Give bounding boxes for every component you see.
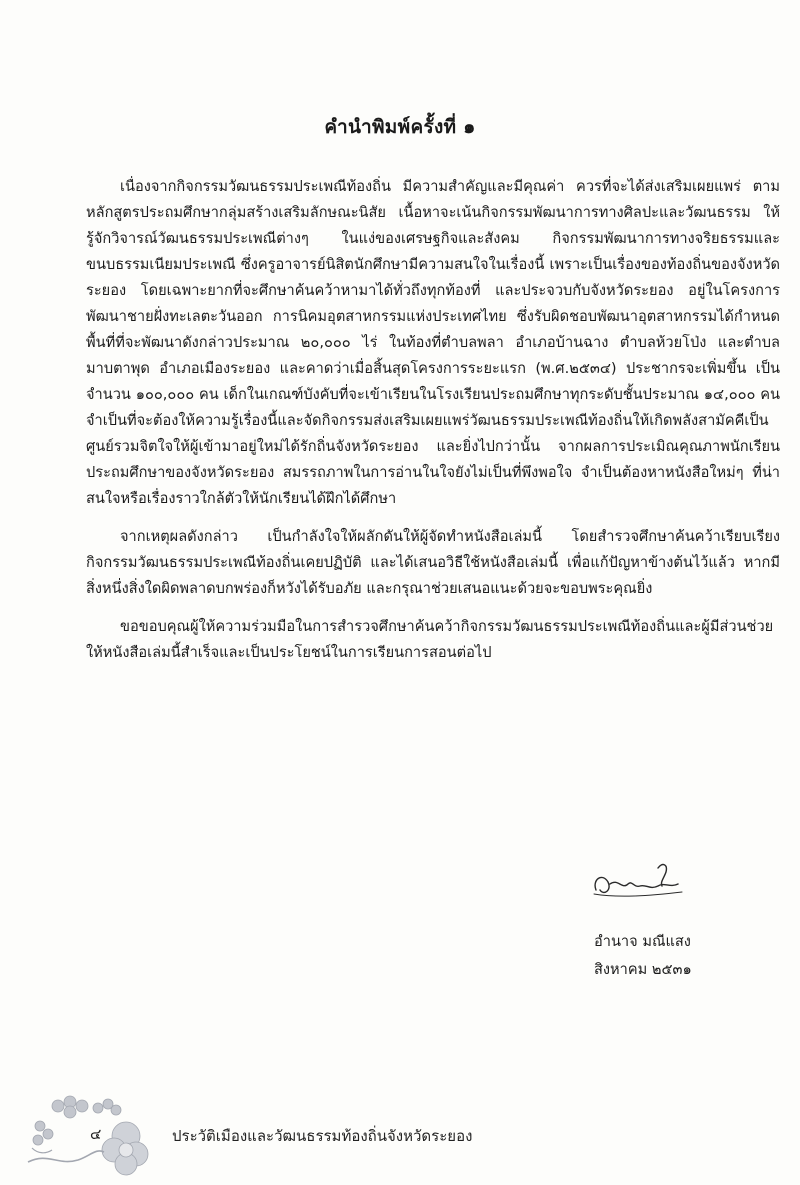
page-number: ๔ — [90, 1125, 102, 1143]
paragraph-3: ขอขอบคุณผู้ให้ความร่วมมือในการสำรวจศึกษาค้นคว้ากิจกรรมวัฒนธรรมประเพณีท้องถิ่นและผู้มีส่วนช่วยให้หนังสือเล่มนี้สำเร็จและเป็นประโยชน์ในการเรียนการสอนต่อไป — [86, 618, 774, 661]
page-title: คำนำพิมพ์ครั้งที่ ๑ — [324, 116, 476, 138]
book-title-footer: ประวัติเมืองและวัฒนธรรมท้องถิ่นจังหวัดระยอง — [172, 1127, 473, 1145]
preface-body — [86, 174, 780, 666]
paragraph-1: เนื่องจากกิจกรรมวัฒนธรรมประเพณีท้องถิ่น มีความสำคัญและมีคุณค่า ควรที่จะได้ส่งเสริมเผยแพร่ ตามหลักสูตรประถมศึกษากลุ่มสร้างเสริมลักษณะนิสัย เนื้อหาจะเน้นกิจกรรมพัฒนาการทางศิลปะและวัฒนธรรม ให้รู้จักวิจารณ์วัฒนธรรมประเพณีต่างๆ ในแง่ของเศรษฐกิจและสังคม กิจกรรมพัฒนาการทางจริยธรรมและขนบธรรมเนียมประเพณี ซึ่งครูอาจารย์นิสิตนักศึกษามีความสนใจในเรื่องนี้ เพราะเป็นเรื่องของท้องถิ่นของจังหวัดระยอง โดยเฉพาะยากที่จะศึกษาค้นคว้าหามาได้ทั่วถึงทุกท้องที่ และประจวบกับจังหวัดระยอง อยู่ในโครงการพัฒนาชายฝั่งทะเลตะวันออก การนิคมอุตสาหกรรมแห่งประเทศไทย ซึ่งรับผิดชอบพัฒนาอุตสาหกรรมได้กำหนดพื้นที่ที่จะพัฒนาดังกล่าวประมาณ ๒๐,๐๐๐ ไร่ ในท้องที่ตำบลพลา อำเภอบ้านฉาง ตำบลห้วยโป่ง และตำบลมาบตาพุด อำเภอเมืองระยอง และคาดว่าเมื่อสิ้นสุดโครงการระยะแรก (พ.ศ.๒๕๓๔) ประชากรจะเพิ่มขึ้น เป็นจำนวน ๑๐๐,๐๐๐ คน เด็กในเกณฑ์บังคับที่จะเข้าเรียนในโรงเรียนประถมศึกษาทุกระดับชั้นประมาณ ๑๔,๐๐๐ คน จำเป็นที่จะต้องให้ความรู้เรื่องนี้และจัดกิจกรรมส่งเสริมเผยแพร่วัฒนธรรมประเพณีท้องถิ่นให้เกิดพลังสามัคคีเป็นศูนย์รวมจิตใจให้ผู้เข้ามาอยู่ใหม่ได้รักถิ่นจังหวัดระยอง และยิ่งไปกว่านั้น จากผลการประเมิณคุณภาพนักเรียนประถมศึกษาของจังหวัดระยอง สมรรถภาพในการอ่านในใจยังไม่เป็นที่พึงพอใจ จำเป็นต้องหาหนังสือใหม่ๆ ที่น่าสนใจหรือเรื่องราวใกล้ตัวให้นักเรียนได้ฝึกได้ศึกษา — [86, 178, 780, 507]
handwritten-signature — [588, 860, 688, 904]
paragraph-2: จากเหตุผลดังกล่าว เป็นกำลังใจให้ผลักดันให้ผู้จัดทำหนังสือเล่มนี้ โดยสำรวจศึกษาค้นคว้าเรียบเรียงกิจกรรมวัฒนธรรมประเพณีท้องถิ่นเคยปฏิบัติ และได้เสนอวิธีใช้หนังสือเล่มนี้ เพื่อแก้ปัญหาข้างต้นไว้แล้ว หากมีสิ่งหนึ่งสิ่งใดผิดพลาดบกพร่องก็หวังได้รับอภัย และกรุณาช่วยเสนอแนะด้วยจะขอบพระคุณยิ่ง — [86, 528, 780, 597]
signer-name: อำนาจ มณีแสง — [594, 933, 691, 950]
signing-date: สิงหาคม ๒๕๓๑ — [594, 961, 692, 978]
